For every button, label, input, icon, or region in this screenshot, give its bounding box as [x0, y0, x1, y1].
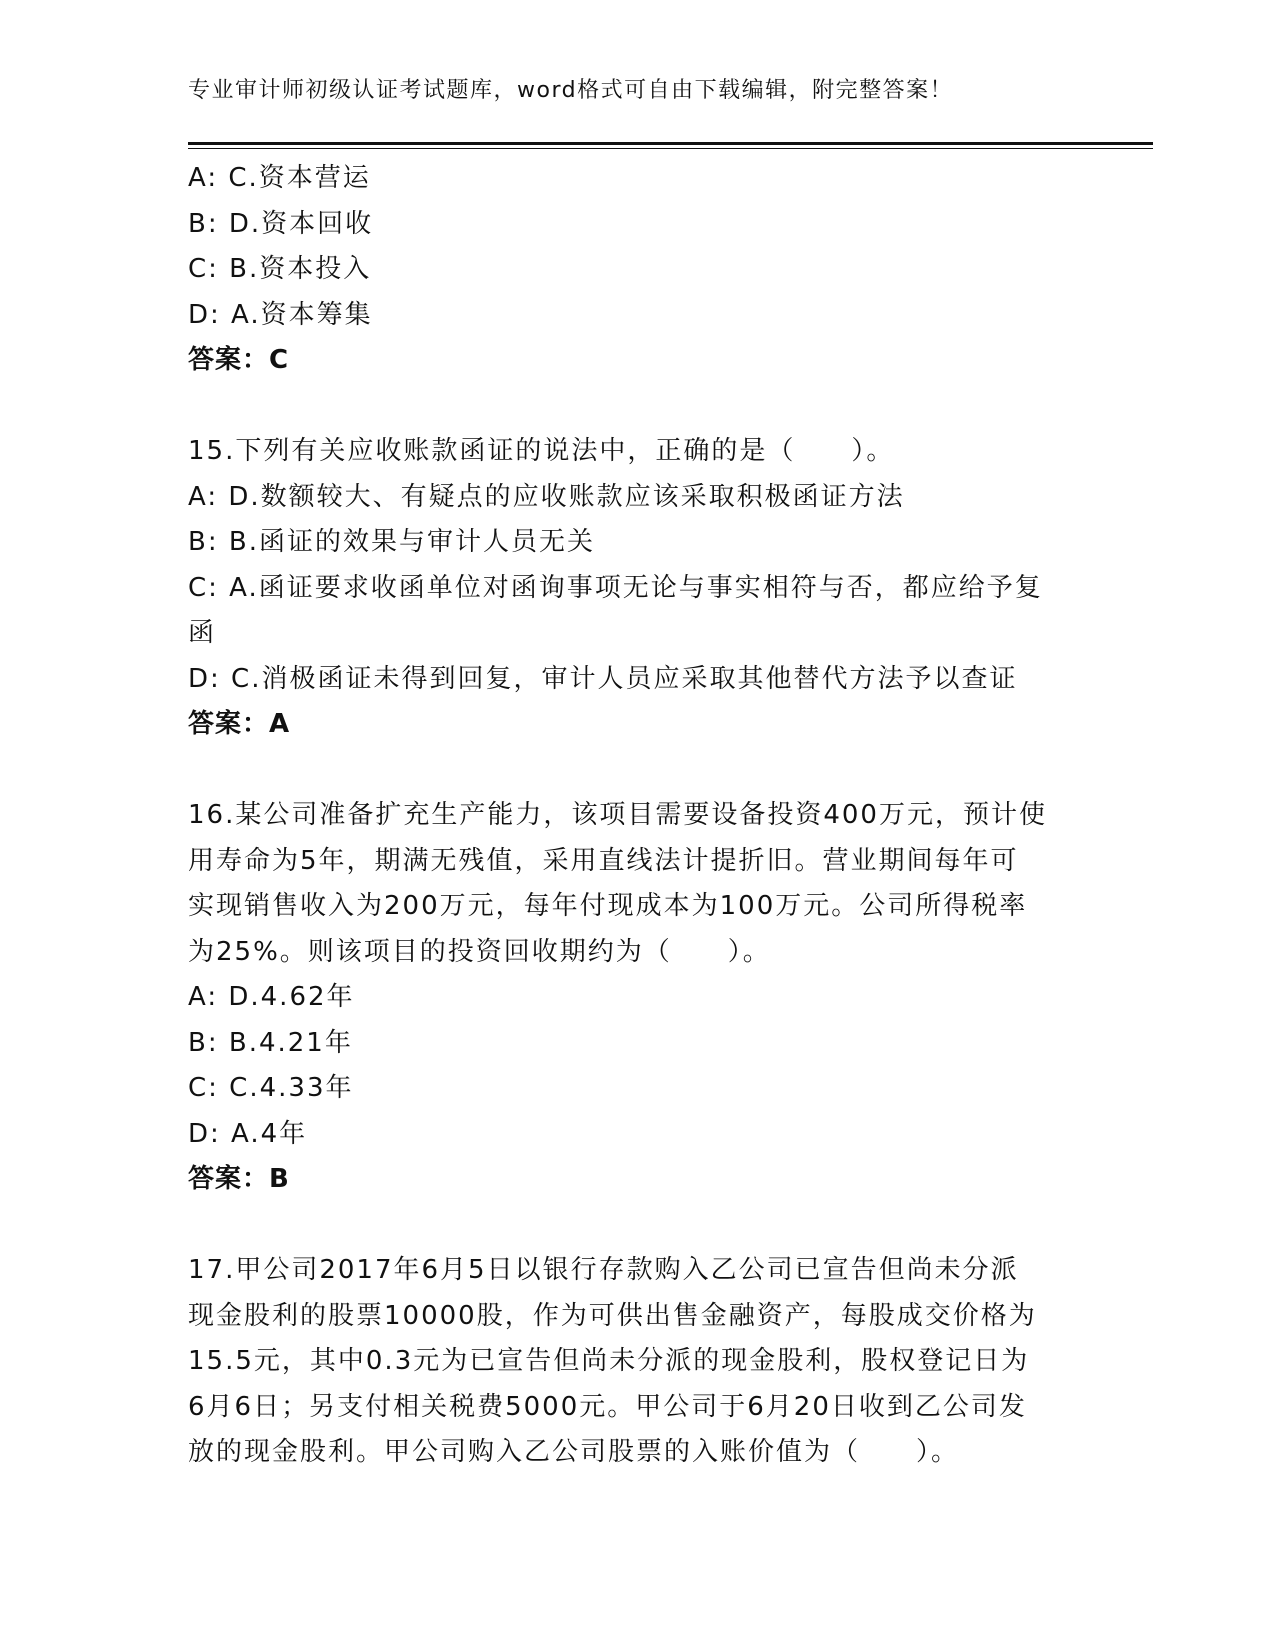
question-16-block	[188, 793, 1088, 1203]
question-17-block	[188, 1248, 1088, 1476]
answer-line: 答案：A	[188, 709, 291, 739]
prev-question-block	[188, 156, 1088, 384]
option-line: C: C.4.33年	[188, 1073, 354, 1103]
option-line: B: B.4.21年	[188, 1027, 353, 1058]
document-body	[188, 156, 1088, 1476]
header-divider-thin	[188, 148, 1153, 149]
option-line: C: A.函证要求收函单位对函询事项无论与事实相符与否，都应给予复	[188, 572, 1043, 603]
spacer	[188, 1203, 1088, 1249]
question-stem: 17.甲公司2017年6月5日以银行存款购入乙公司已宣告但尚未分派	[188, 1255, 1019, 1285]
option-line: D: A.4年	[188, 1118, 308, 1149]
spacer	[188, 748, 1088, 794]
page-header: 专业审计师初级认证考试题库，word格式可自由下载编辑，附完整答案！	[188, 78, 954, 103]
question-stem: 16.某公司准备扩充生产能力，该项目需要设备投资400万元，预计使	[188, 800, 1047, 830]
question-stem: 15.5元，其中0.3元为已宣告但尚未分派的现金股利，股权登记日为	[188, 1346, 1030, 1376]
spacer	[188, 384, 1088, 430]
option-line: A: C.资本营运	[188, 163, 371, 193]
question-stem: 为25%。则该项目的投资回收期约为（ ）。	[188, 936, 771, 967]
option-line: B: B.函证的效果与审计人员无关	[188, 527, 595, 557]
question-stem: 放的现金股利。甲公司购入乙公司股票的入账价值为（ ）。	[188, 1437, 960, 1467]
question-stem: 用寿命为5年，期满无残值，采用直线法计提折旧。营业期间每年可	[188, 845, 1019, 876]
option-line-continued: 函	[188, 618, 217, 648]
option-line: A: D.数额较大、有疑点的应收账款应该采取积极函证方法	[188, 481, 905, 512]
question-stem: 实现销售收入为200万元，每年付现成本为100万元。公司所得税率	[188, 891, 1028, 921]
question-stem: 15.下列有关应收账款函证的说法中，正确的是（ ）。	[188, 436, 895, 466]
answer-line: 答案：B	[188, 1164, 290, 1194]
header-divider-thick	[188, 142, 1153, 145]
option-line: C: B.资本投入	[188, 254, 372, 284]
option-line: D: C.消极函证未得到回复，审计人员应采取其他替代方法予以查证	[188, 663, 1018, 694]
question-15-block	[188, 429, 1088, 748]
option-line: D: A.资本筹集	[188, 299, 373, 330]
question-stem: 6月6日；另支付相关税费5000元。甲公司于6月20日收到乙公司发	[188, 1391, 1027, 1422]
question-stem: 现金股利的股票10000股，作为可供出售金融资产，每股成交价格为	[188, 1300, 1037, 1331]
answer-line: 答案：C	[188, 345, 290, 375]
option-line: B: D.资本回收	[188, 208, 374, 239]
option-line: A: D.4.62年	[188, 982, 355, 1012]
